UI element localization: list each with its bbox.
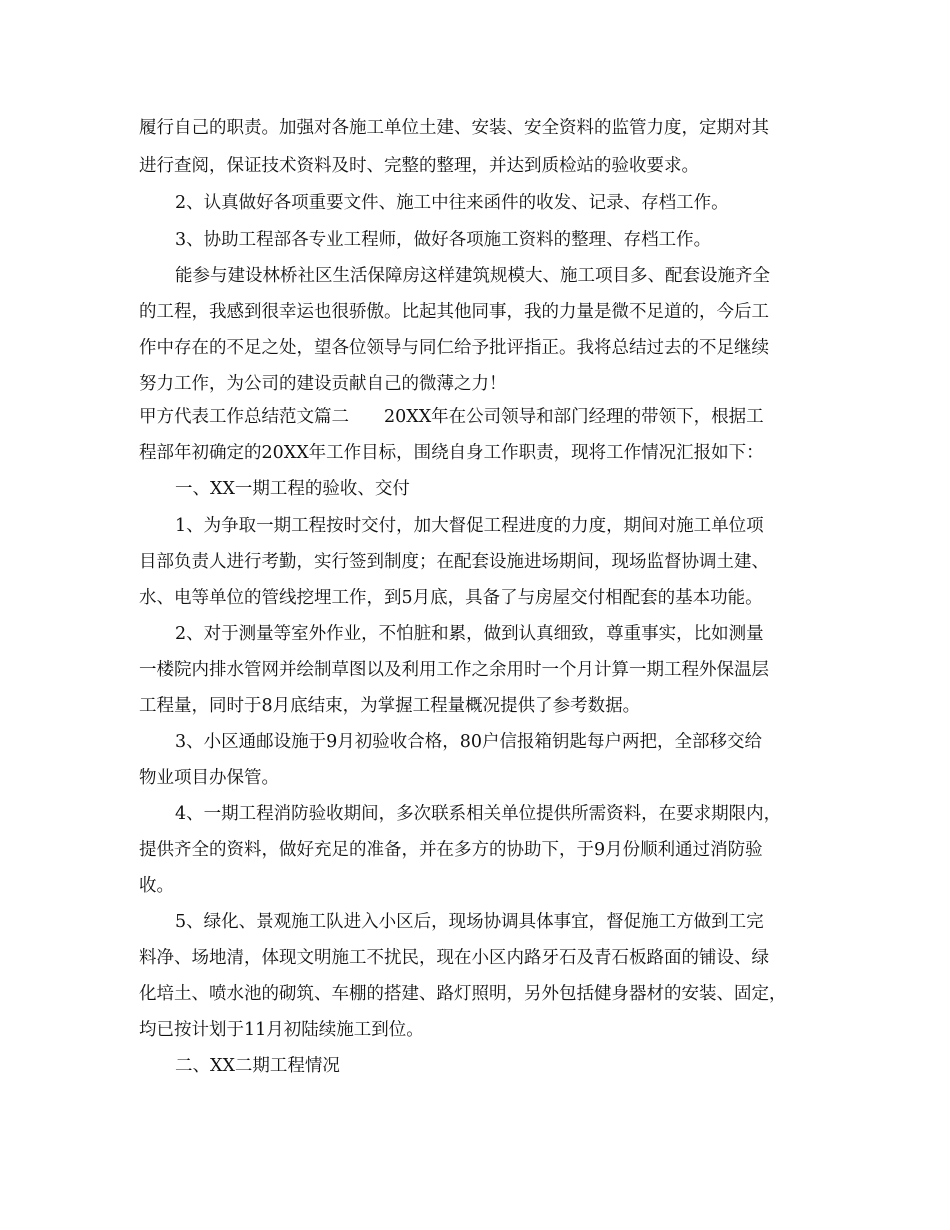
text-line: 的工程，我感到很幸运也很骄傲。比起其他同事，我的力量是微不足道的，今后工: [139, 302, 769, 322]
text-line: 2、对于测量等室外作业，不怕脏和累，做到认真细致，尊重事实，比如测量: [175, 624, 764, 644]
text-line: 能参与建设林桥社区生活保障房这样建筑规模大、施工项目多、配套设施齐全: [175, 266, 770, 286]
text-line: 努力工作，为公司的建设贡献自己的微薄之力！: [139, 374, 507, 394]
text-line: 料净、场地清，体现文明施工不扰民，现在小区内路牙石及青石板路面的铺设、绿: [139, 948, 769, 968]
text-line: 化培土、喷水池的砌筑、车棚的搭建、路灯照明，另外包括健身器材的安装、固定，: [139, 984, 787, 1004]
text-line: 进行查阅，保证技术资料及时、完整的整理，并达到质检站的验收要求。: [139, 156, 699, 176]
text-line: 一、XX一期工程的验收、交付: [175, 479, 410, 499]
text-line: 均已按计划于11月初陆续施工到位。: [139, 1020, 424, 1040]
text-line: 履行自己的职责。加强对各施工单位土建、安装、安全资料的监管力度，定期对其: [139, 118, 769, 138]
section-heading: 甲方代表工作总结范文篇二 20XX年在公司领导和部门经理的带领下，根据工: [139, 407, 764, 427]
text-line: 3、协助工程部各专业工程师，做好各项施工资料的整理、存档工作。: [175, 230, 712, 250]
text-line: 一楼院内排水管网并绘制草图以及利用工作之余用时一个月计算一期工程外保温层: [139, 660, 769, 680]
text-line: 2、认真做好各项重要文件、施工中往来函件的收发、记录、存档工作。: [175, 193, 729, 213]
text-line: 提供齐全的资料，做好充足的准备，并在多方的协助下，于9月份顺利通过消防验: [139, 840, 763, 860]
text-line: 程部年初确定的20XX年工作目标，围绕自身工作职责，现将工作情况汇报如下：: [139, 443, 764, 463]
text-line: 5、绿化、景观施工队进入小区后，现场协调具体事宜，督促施工方做到工完: [175, 912, 764, 932]
text-line: 工程量，同时于8月底结束，为掌握工程量概况提供了参考数据。: [139, 696, 641, 716]
text-line: 1、为争取一期工程按时交付，加大督促工程进度的力度，期间对施工单位项: [175, 516, 764, 536]
text-line: 收。: [139, 876, 174, 896]
text-line: 目部负责人进行考勤，实行签到制度；在配套设施进场期间，现场监督协调土建、: [139, 552, 769, 572]
text-line: 物业项目办保管。: [139, 768, 279, 788]
text-line: 3、小区通邮设施于9月初验收合格，80户信报箱钥匙每户两把，全部移交给: [175, 732, 763, 752]
text-line: 作中存在的不足之处，望各位领导与同仁给予批评指正。我将总结过去的不足继续: [139, 338, 769, 358]
text-line: 水、电等单位的管线挖埋工作，到5月底，具备了与房屋交付相配套的基本功能。: [139, 588, 763, 608]
text-line: 二、XX二期工程情况: [175, 1056, 340, 1076]
text-line: 4、一期工程消防验收期间，多次联系相关单位提供所需资料，在要求期限内，: [175, 804, 782, 824]
